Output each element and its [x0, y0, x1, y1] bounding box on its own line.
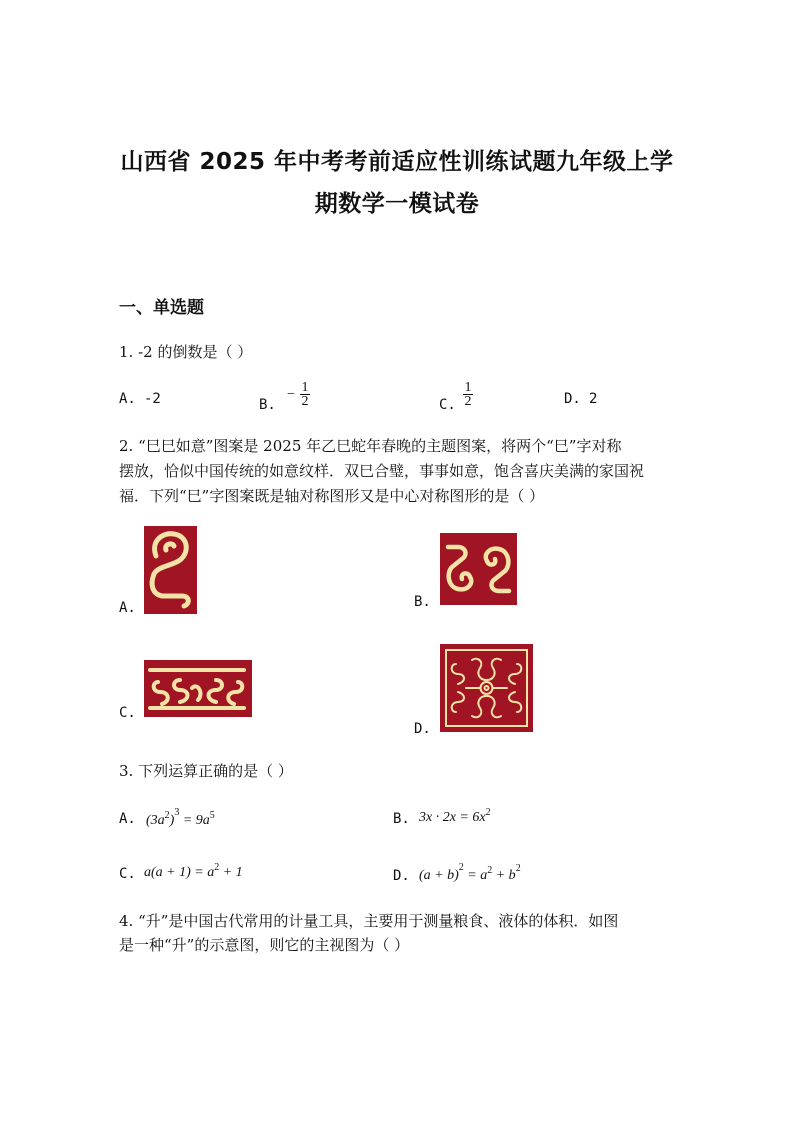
q3-c-part: + 1	[219, 865, 243, 880]
q2-option-d-pattern-image	[440, 644, 533, 732]
q3-d-exponent: 2	[487, 865, 493, 876]
q3-b-exponent: 2	[485, 807, 491, 818]
q1-option-a-value: -2	[144, 391, 161, 407]
q2-option-d-label: D.	[414, 721, 431, 737]
q3-c-part: a(a + 1) = a	[144, 865, 215, 880]
question-2-stem-line-1: 2. “巳巳如意”图案是 2025 年乙巳蛇年春晚的主题图案，将两个“巳”字对称	[119, 437, 622, 455]
q3-a-part: )	[169, 813, 175, 828]
q1-option-d-label: D.	[564, 391, 581, 407]
question-4-stem-line-1: 4. “升”是中国古代常用的计量工具，主要用于测量粮食、液体的体积．如图	[119, 912, 619, 930]
question-4-stem-line-2: 是一种“升”的示意图，则它的主视图为（ ）	[119, 936, 410, 954]
q1-option-b-label: B.	[259, 397, 276, 413]
q3-a-exponent: 2	[164, 810, 170, 821]
question-2-stem-line-3: 福．下列“巳”字图案既是轴对称图形又是中心对称图形的是（ ）	[119, 487, 545, 505]
q3-c-exponent: 2	[214, 862, 220, 873]
q1-option-c-fraction	[461, 381, 475, 409]
q1-option-b-fraction	[298, 381, 312, 409]
q1-option-b-numerator: 1	[301, 380, 309, 395]
q3-a-exponent: 5	[209, 810, 215, 821]
q1-option-b-sign: −	[287, 387, 295, 402]
q3-a-part: = 9a	[179, 813, 210, 828]
q2-option-c-pattern-image	[144, 660, 252, 717]
q3-option-b-expression	[419, 807, 491, 826]
question-1-stem: 1. -2 的倒数是（ ）	[119, 343, 253, 361]
document-title-line-2: 期数学一模试卷	[314, 191, 480, 217]
q3-d-exponent: 2	[515, 863, 521, 874]
q1-option-b-denominator: 2	[301, 394, 309, 409]
q1-option-a-label: A.	[119, 391, 136, 407]
q3-d-part: = a	[463, 868, 488, 883]
q2-option-c-label: C.	[119, 705, 136, 721]
q1-option-d-value: 2	[589, 391, 598, 407]
q3-option-d-label: D.	[393, 868, 410, 884]
q1-option-c-label: C.	[439, 397, 456, 413]
question-2-stem-line-2: 摆放，恰似中国传统的如意纹样．双巳合璧，事事如意，饱含喜庆美满的家国祝	[119, 462, 645, 480]
q3-a-part: (3a	[146, 813, 165, 828]
q1-option-c-denominator: 2	[464, 394, 472, 409]
q2-option-b-label: B.	[414, 594, 431, 610]
section-heading-single-choice: 一、单选题	[119, 298, 204, 318]
q3-option-c-label: C.	[119, 866, 136, 882]
q2-option-a-pattern-image	[144, 526, 197, 614]
q3-option-b-label: B.	[393, 811, 410, 827]
q2-option-a-label: A.	[119, 600, 136, 616]
q3-d-exponent: 2	[458, 862, 464, 873]
q3-a-exponent: 3	[174, 807, 180, 818]
q3-b-part: 3x · 2x = 6x	[419, 810, 486, 825]
document-title-line-1: 山西省 2025 年中考考前适应性训练试题九年级上学	[120, 149, 674, 175]
q1-option-c-numerator: 1	[464, 380, 472, 395]
q3-d-part: + b	[492, 868, 516, 883]
q3-option-c-expression	[144, 862, 243, 881]
q3-option-a-expression	[146, 807, 215, 829]
q3-d-part: (a + b)	[419, 868, 459, 883]
q3-option-a-label: A.	[119, 811, 136, 827]
question-3-stem: 3. 下列运算正确的是（ ）	[119, 762, 293, 780]
q2-option-b-pattern-image	[440, 533, 517, 605]
q3-option-d-expression	[419, 862, 521, 884]
